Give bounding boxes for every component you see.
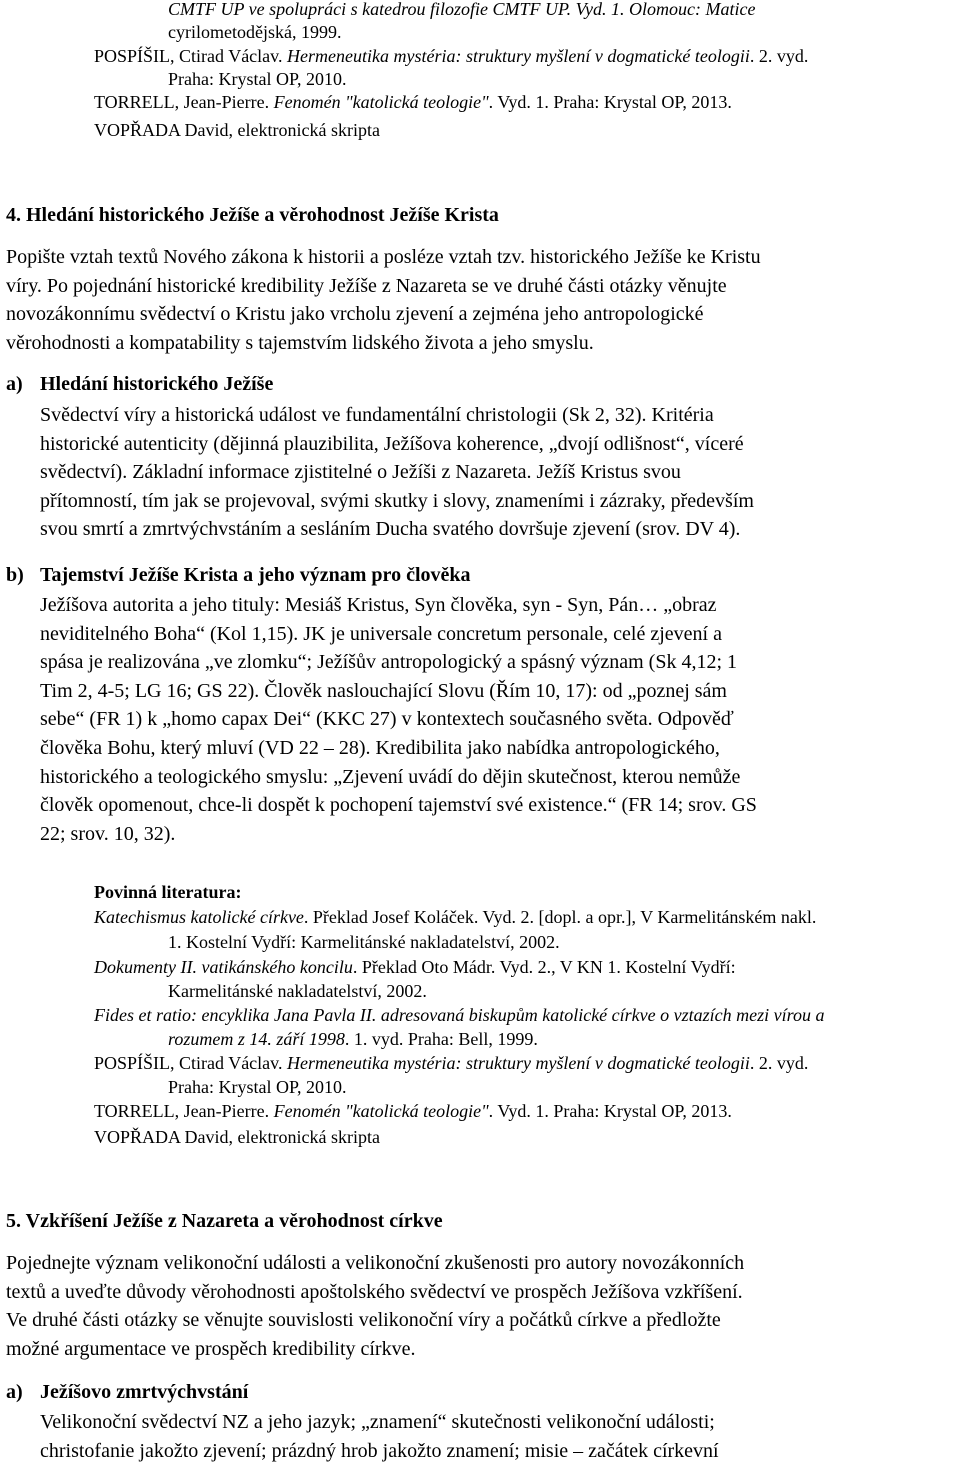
reference-line: cyrilometodějská, 1999. bbox=[168, 22, 342, 42]
text-line: textů a uveďte důvody věrohodnosti apoštolského svědectví ve prospěch Ježíšova vzkříšení. bbox=[6, 1280, 743, 1303]
reference-line: Praha: Krystal OP, 2010. bbox=[168, 1077, 347, 1097]
text-line: historické autenticity (dějinná plauzibilita, Ježíšova koherence, „dvojí odlišnost“, víceré bbox=[40, 432, 744, 455]
subsection-title: Ježíšovo zmrtvýchvstání bbox=[40, 1381, 249, 1403]
text-line: možné argumentace ve prospěch kredibility církve. bbox=[6, 1337, 416, 1360]
text-line: sebe“ (FR 1) k „homo capax Dei“ (KKC 27) v kontextech současného světa. Odpověď bbox=[40, 708, 734, 731]
reference-line: Praha: Krystal OP, 2010. bbox=[168, 69, 347, 89]
text-line: novozákonnímu svědectví o Kristu jako vrcholu zjevení a zejména jeho antropologické bbox=[6, 303, 704, 326]
reference-line: 1. Kostelní Vydří: Karmelitánské nakladatelství, 2002. bbox=[168, 932, 560, 952]
reference-line: Karmelitánské nakladatelství, 2002. bbox=[168, 981, 427, 1001]
subsection-body bbox=[40, 401, 754, 544]
text-line: Popište vztah textů Nového zákona k historii a posléze vztah tzv. historického Ježíše ke Kristu bbox=[6, 246, 761, 268]
text-line: christofanie jakožto zjevení; prázdný hrob jakožto znamení; misie – začátek církevní bbox=[40, 1439, 719, 1462]
subsection-heading bbox=[6, 1378, 248, 1406]
section-intro bbox=[6, 1249, 744, 1363]
reference-line: Katechismus katolické církve. Překlad Josef Koláček. Vyd. 2. [dopl. a opr.], V Karmelitánském nakl. bbox=[94, 907, 817, 927]
subsection-body bbox=[40, 1408, 719, 1465]
subsection-body bbox=[40, 591, 757, 848]
reference-line: POSPÍŠIL, Ctirad Václav. Hermeneutika mystéria: struktury myšlení v dogmatické teologii. 2. vyd. bbox=[94, 1053, 809, 1073]
section-heading: 4. Hledání historického Ježíše a věrohodnost Ježíše Krista bbox=[6, 204, 499, 226]
reference-line: TORRELL, Jean-Pierre. Fenomén "katolická teologie". Vyd. 1. Praha: Krystal OP, 2013. bbox=[94, 1101, 732, 1121]
text-line: spása je realizována „ve zlomku“; Ježíšův antropologický a spásný význam (Sk 4,12; 1 bbox=[40, 651, 738, 674]
reference-line: CMTF UP ve spolupráci s katedrou filozofie CMTF UP. Vyd. 1. Olomouc: Matice bbox=[168, 0, 756, 19]
section-heading: 5. Vzkříšení Ježíše z Nazareta a věrohodnost církve bbox=[6, 1210, 443, 1232]
reference-line: TORRELL, Jean-Pierre. Fenomén "katolická teologie". Vyd. 1. Praha: Krystal OP, 2013. bbox=[94, 92, 732, 112]
subsection-heading bbox=[6, 561, 471, 589]
text-line: svou smrtí a zmrtvýchvstáním a sesláním Ducha svatého dovršuje zjevení (srov. DV 4). bbox=[40, 518, 741, 541]
reference-line: Dokumenty II. vatikánského koncilu. Překlad Oto Mádr. Vyd. 2., V KN 1. Kostelní Vydří: bbox=[94, 957, 736, 977]
reference-line: POSPÍŠIL, Ctirad Václav. Hermeneutika mystéria: struktury myšlení v dogmatické teologii. 2. vyd. bbox=[94, 46, 809, 66]
reference-line: VOPŘADA David, elektronická skripta bbox=[94, 1127, 380, 1147]
reference-line: Fides et ratio: encyklika Jana Pavla II. adresovaná biskupům katolické církve o vztazích mezi vírou a bbox=[94, 1005, 825, 1025]
text-line: svědectví). Základní informace zjistitelné o Ježíši z Nazareta. Ježíš Kristus svou bbox=[40, 461, 681, 484]
list-marker: b) bbox=[6, 564, 24, 586]
text-line: Ježíšova autorita a jeho tituly: Mesiáš Kristus, Syn člověka, syn - Syn, Pán… „obraz bbox=[40, 594, 717, 616]
reference-line: VOPŘADA David, elektronická skripta bbox=[94, 120, 380, 140]
text-line: Tim 2, 4-5; LG 16; GS 22). Člověk naslouchající Slovu (Řím 10, 17): od „poznej sám bbox=[40, 679, 727, 702]
subsection-title: Tajemství Ježíše Krista a jeho význam pro člověka bbox=[40, 564, 471, 586]
text-line: historického a teologického smyslu: „Zjevení uvádí do dějin skutečnost, kterou nemůže bbox=[40, 765, 741, 788]
text-line: 22; srov. 10, 32). bbox=[40, 822, 176, 845]
text-line: přítomností, tím jak se projevoval, svými skutky i slovy, znameními i zázraky, především bbox=[40, 489, 754, 512]
subsection-title: Hledání historického Ježíše bbox=[40, 373, 274, 395]
text-line: člověka Bohu, který mluví (VD 22 – 28). Kredibilita jako nabídka antropologického, bbox=[40, 736, 720, 759]
text-line: neviditelného Boha“ (Kol 1,15). JK je universale concretum personale, celé zjevení a bbox=[40, 622, 722, 645]
section-intro bbox=[6, 243, 761, 357]
list-marker: a) bbox=[6, 373, 23, 395]
text-line: víry. Po pojednání historické kredibility Ježíše z Nazareta se ve druhé části otázky věnujte bbox=[6, 274, 727, 297]
text-line: člověk opomenout, chce-li dospět k pochopení tajemství své existence.“ (FR 14; srov. GS bbox=[40, 794, 757, 817]
literature-title: Povinná literatura: bbox=[94, 882, 242, 902]
text-line: Svědectví víry a historická událost ve fundamentální christologii (Sk 2, 32). Kritéria bbox=[40, 404, 714, 426]
reference-line: rozumem z 14. září 1998. 1. vyd. Praha: Bell, 1999. bbox=[168, 1029, 538, 1049]
list-marker: a) bbox=[6, 1381, 23, 1403]
subsection-heading bbox=[6, 370, 273, 398]
text-line: věrohodnosti a kompatability s tajemstvím lidského života a jeho smyslu. bbox=[6, 331, 594, 354]
text-line: Velikonoční svědectví NZ a jeho jazyk; „znamení“ skutečnosti velikonoční události; bbox=[40, 1411, 715, 1433]
text-line: Pojednejte význam velikonoční události a velikonoční zkušenosti pro autory novozákonních bbox=[6, 1252, 745, 1274]
text-line: Ve druhé části otázky se věnujte souvislosti velikonoční víry a počátků církve a předložte bbox=[6, 1309, 721, 1332]
